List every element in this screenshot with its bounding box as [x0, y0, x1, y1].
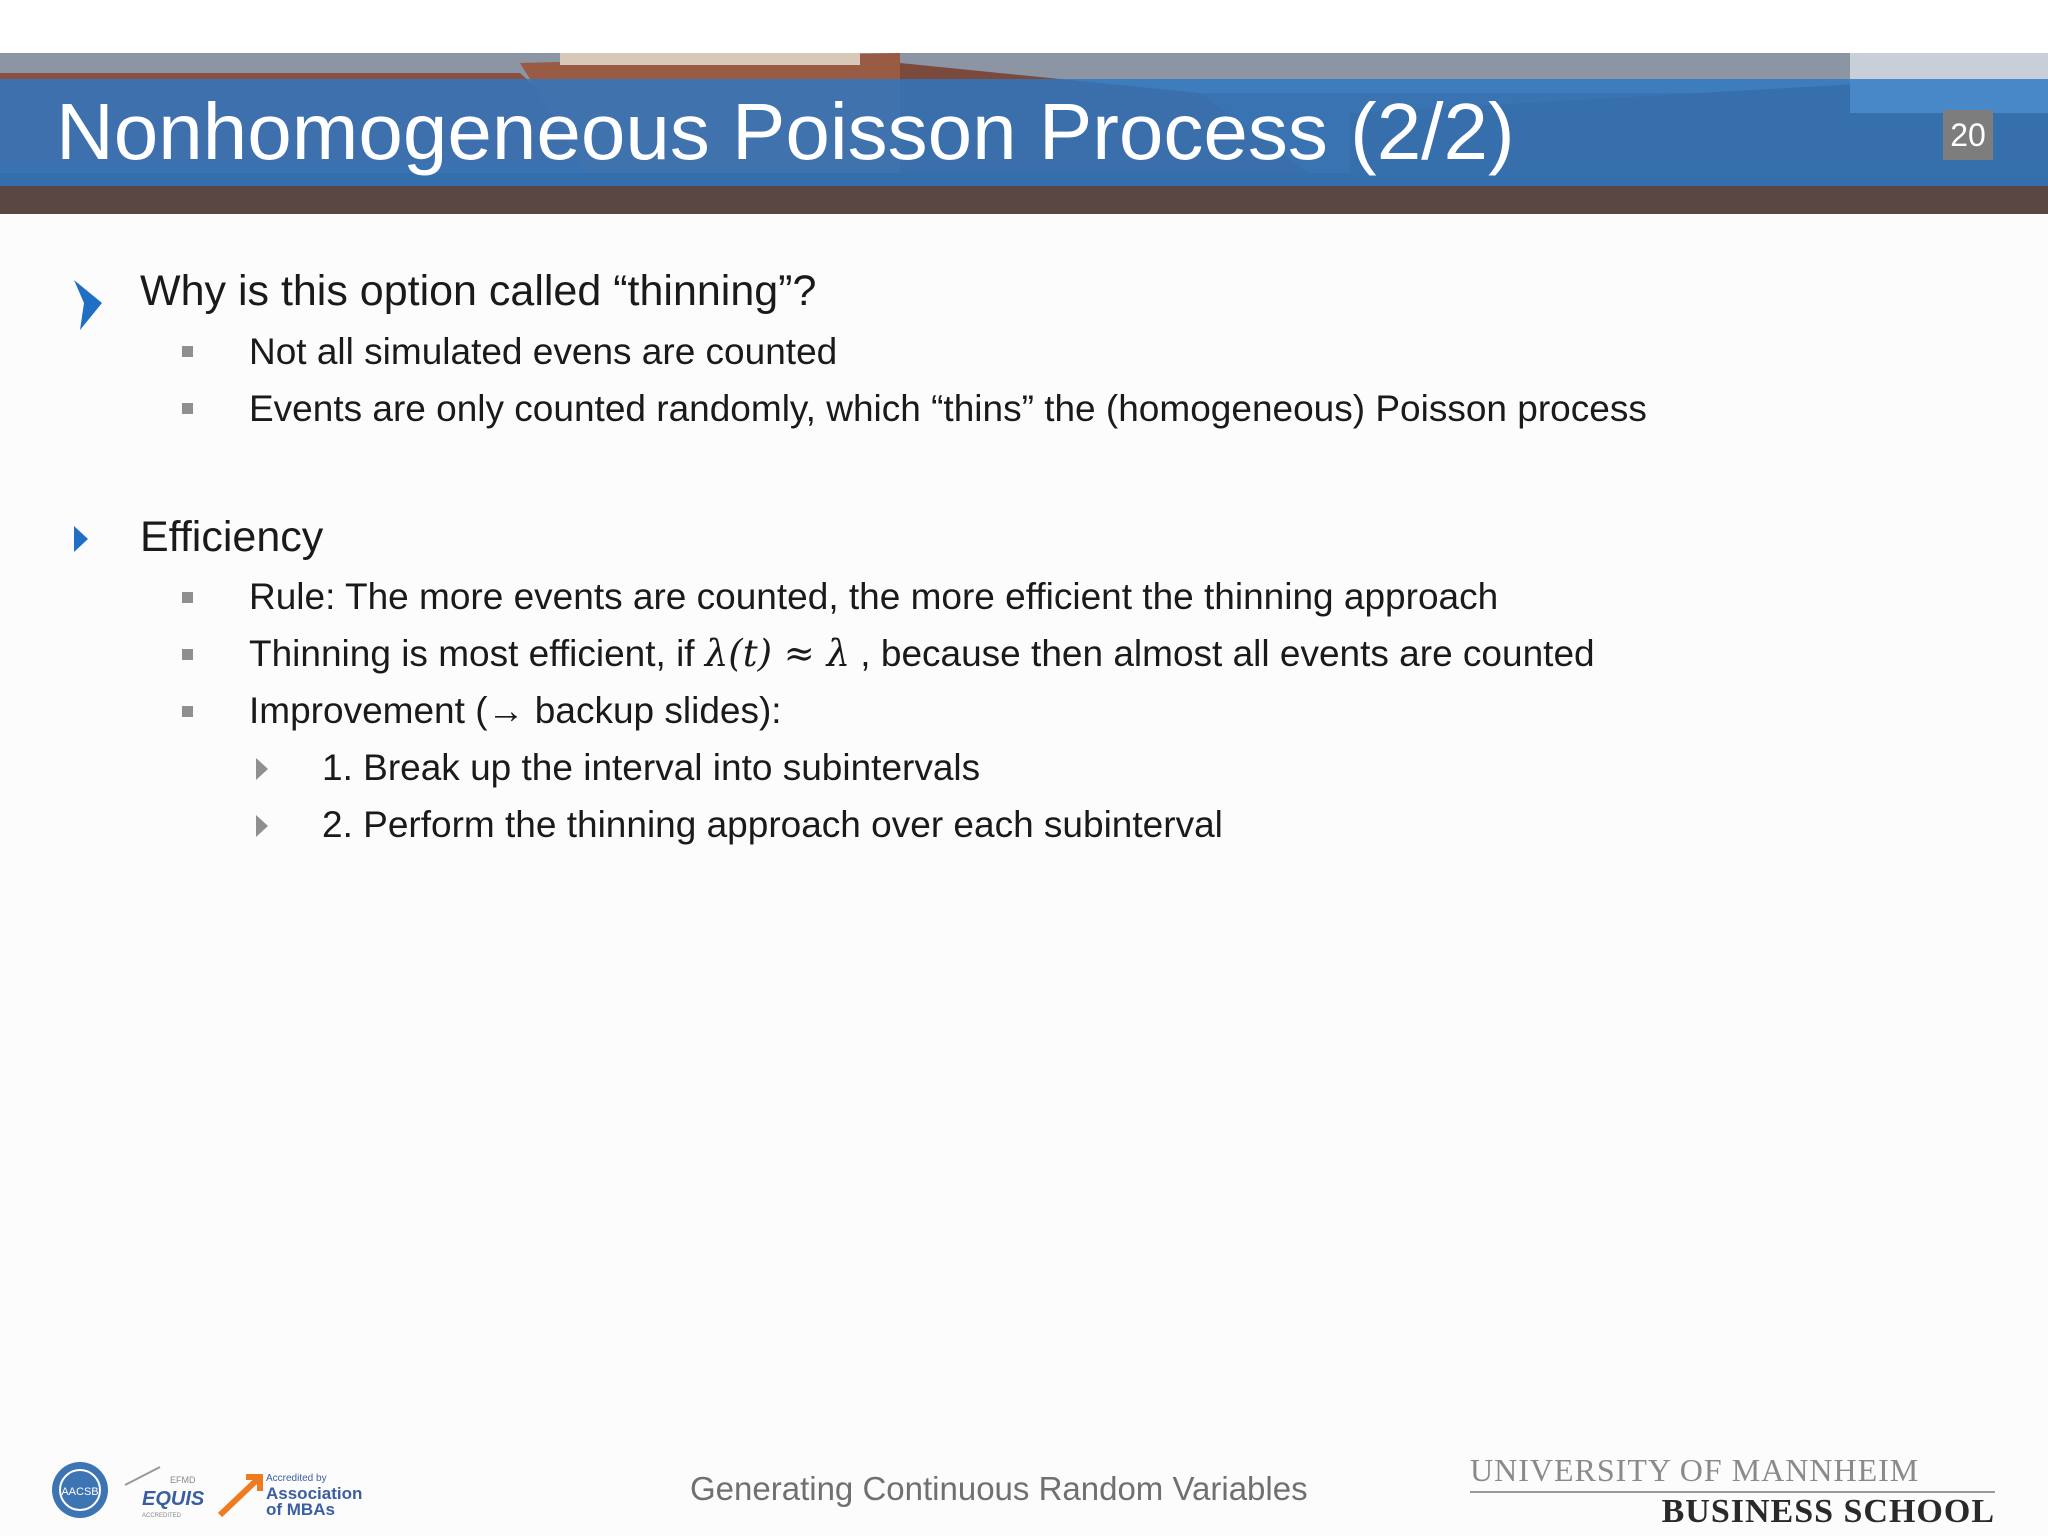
accreditation-logos — [50, 1455, 370, 1530]
footer-title: Generating Continuous Random Variables — [690, 1470, 1308, 1507]
square-bullet-icon — [182, 403, 193, 414]
list-item — [249, 632, 1595, 675]
amba-line1: Accredited by — [266, 1473, 327, 1484]
list-item-text-before: Thinning is most efficient, if — [249, 633, 705, 674]
university-name: UNIVERSITY OF MANNHEIM — [1470, 1452, 1920, 1488]
equis-sub-label: ACCREDITED — [142, 1513, 182, 1519]
university-logo — [1470, 1452, 1995, 1531]
amba-line2: Association — [266, 1484, 363, 1503]
equis-logo — [125, 1467, 205, 1519]
list-item-text-after: , because then almost all events are counted — [850, 633, 1595, 674]
list-item: Improvement (→ backup slides): — [249, 690, 782, 731]
triangle-right-icon — [72, 278, 106, 332]
section-heading-thinning: Why is this option called “thinning”? — [140, 267, 817, 315]
list-item: Events are only counted randomly, which “thins” the (homogeneous) Poisson process — [249, 388, 1647, 429]
square-bullet-icon — [182, 649, 193, 660]
aacsb-logo — [52, 1462, 108, 1518]
square-bullet-icon — [182, 592, 193, 603]
list-item: Not all simulated evens are counted — [249, 331, 838, 372]
sub-list-item: 2. Perform the thinning approach over each subinterval — [322, 804, 1223, 845]
square-bullet-icon — [182, 346, 193, 357]
aacsb-label: AACSB — [61, 1486, 99, 1498]
slide-title: Nonhomogeneous Poisson Process (2/2) — [56, 87, 1515, 176]
equis-efmd-label: EFMD — [170, 1475, 196, 1485]
triangle-right-icon — [254, 815, 270, 837]
math-lambda-approx: λ(t) ≈ λ — [704, 632, 851, 675]
triangle-right-icon — [72, 526, 92, 552]
amba-logo — [220, 1473, 362, 1519]
section-heading-efficiency: Efficiency — [140, 513, 324, 561]
triangle-right-icon — [254, 758, 270, 780]
list-item: Rule: The more events are counted, the more efficient the thinning approach — [249, 576, 1499, 617]
square-bullet-icon — [182, 706, 193, 717]
page-number: 20 — [1943, 110, 1993, 160]
equis-label: EQUIS — [142, 1488, 205, 1510]
business-school-name: BUSINESS SCHOOL — [1661, 1493, 1995, 1530]
amba-line3: of MBAs — [266, 1500, 335, 1519]
top-margin — [0, 0, 2048, 53]
sub-list-item: 1. Break up the interval into subintervals — [322, 747, 981, 788]
